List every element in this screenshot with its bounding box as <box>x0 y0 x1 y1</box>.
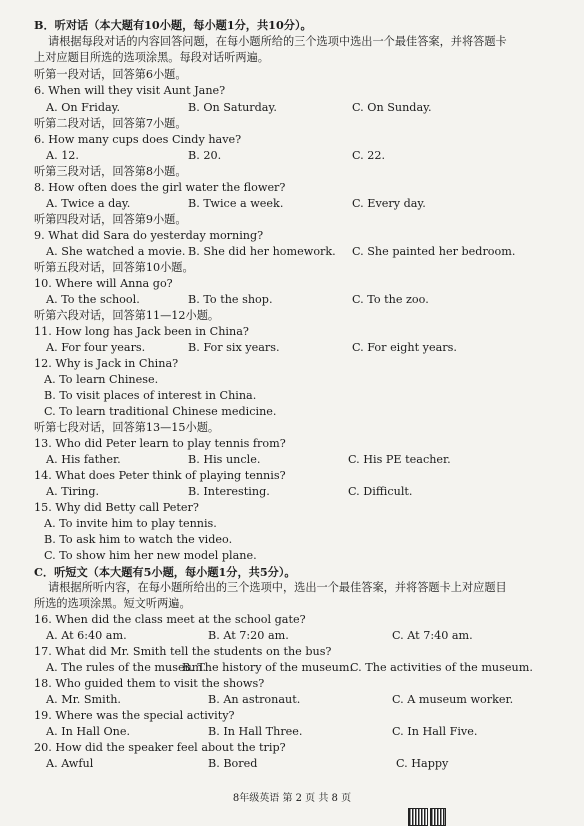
dialog-label: 听第六段对话，回答第11—12小题。 <box>34 309 220 322</box>
option-c[interactable]: C. To the zoo. <box>352 293 429 306</box>
question-15: 15. Why did Betty call Peter? <box>34 501 199 514</box>
option-b[interactable]: B. At 7:20 am. <box>208 629 289 642</box>
option-c[interactable]: C. Every day. <box>352 197 426 210</box>
option-b[interactable]: B. To ask him to watch the video. <box>44 533 233 546</box>
question-12: 12. Why is Jack in China? <box>34 357 179 370</box>
option-a[interactable]: A. She watched a movie. <box>46 245 186 258</box>
option-a[interactable]: A. Tiring. <box>46 485 100 498</box>
options-13 <box>46 453 574 467</box>
option-c[interactable]: C. To show him her new model plane. <box>44 549 257 562</box>
question-7: 6. How many cups does Cindy have? <box>34 133 242 146</box>
question-6: 6. When will they visit Aunt Jane? <box>34 84 226 97</box>
option-a[interactable]: A. Mr. Smith. <box>46 693 121 706</box>
question-20: 20. How did the speaker feel about the trip? <box>34 741 286 754</box>
option-c[interactable]: C. To learn traditional Chinese medicine. <box>44 405 277 418</box>
option-c[interactable]: C. 22. <box>352 149 386 162</box>
options-18 <box>46 693 574 707</box>
dialog-label: 听第五段对话，回答第10小题。 <box>34 261 194 274</box>
dialog-label: 听第三段对话，回答第8小题。 <box>34 165 187 178</box>
dialog-label: 听第一段对话，回答第6小题。 <box>34 68 187 81</box>
option-c[interactable]: C. A museum worker. <box>392 693 514 706</box>
question-19: 19. Where was the special activity? <box>34 709 235 722</box>
option-a[interactable]: A. His father. <box>46 453 121 466</box>
option-b[interactable]: B. The history of the museum. <box>182 661 354 674</box>
option-c[interactable]: C. She painted her bedroom. <box>352 245 516 258</box>
options-9 <box>46 245 574 259</box>
option-c[interactable]: C. The activities of the museum. <box>350 661 533 674</box>
section-b-instruction-cont: 上对应题目所选的选项涂黑。每段对话听两遍。 <box>34 51 269 64</box>
option-b[interactable]: B. For six years. <box>188 341 280 354</box>
options-7 <box>46 149 574 163</box>
option-a[interactable]: A. The rules of the museum. <box>46 661 206 674</box>
option-c[interactable]: C. At 7:40 am. <box>392 629 473 642</box>
section-b-instruction: 请根据每段对话的内容回答问题，在每小题所给的三个选项中选出一个最佳答案，并将答题卡 <box>48 35 507 48</box>
option-b[interactable]: B. Interesting. <box>188 485 270 498</box>
option-b[interactable]: B. His uncle. <box>188 453 261 466</box>
question-16: 16. When did the class meet at the school gate? <box>34 613 306 626</box>
question-17: 17. What did Mr. Smith tell the students on the bus? <box>34 645 332 658</box>
option-b[interactable]: B. In Hall Three. <box>208 725 303 738</box>
question-14: 14. What does Peter think of playing tennis? <box>34 469 286 482</box>
options-10 <box>46 293 574 307</box>
option-a[interactable]: A. On Friday. <box>46 101 121 114</box>
options-8 <box>46 197 574 211</box>
question-10: 10. Where will Anna go? <box>34 277 173 290</box>
option-a[interactable]: A. To invite him to play tennis. <box>44 517 217 530</box>
option-a[interactable]: A. Awful <box>46 757 94 770</box>
question-8: 8. How often does the girl water the flower? <box>34 181 286 194</box>
option-a[interactable]: A. To learn Chinese. <box>44 373 159 386</box>
option-c[interactable]: C. On Sunday. <box>352 101 432 114</box>
options-20 <box>46 757 574 771</box>
question-11: 11. How long has Jack been in China? <box>34 325 249 338</box>
option-c[interactable]: C. Difficult. <box>348 485 413 498</box>
options-16 <box>46 629 574 643</box>
section-c-title: C．听短文（本大题有5小题，每小题1分，共5分）。 <box>34 565 296 579</box>
option-b[interactable]: B. On Saturday. <box>188 101 277 114</box>
section-c-instruction-cont: 所选的选项涂黑。短文听两遍。 <box>34 597 191 610</box>
option-a[interactable]: A. 12. <box>46 149 79 162</box>
option-b[interactable]: B. To the shop. <box>188 293 273 306</box>
option-a[interactable]: A. For four years. <box>46 341 146 354</box>
option-c[interactable]: C. Happy <box>396 757 449 770</box>
option-b[interactable]: B. To visit places of interest in China. <box>44 389 257 402</box>
question-18: 18. Who guided them to visit the shows? <box>34 677 265 690</box>
option-b[interactable]: B. Bored <box>208 757 258 770</box>
qr-code-icon <box>430 808 446 826</box>
option-a[interactable]: A. To the school. <box>46 293 140 306</box>
option-b[interactable]: B. An astronaut. <box>208 693 301 706</box>
option-a[interactable]: A. Twice a day. <box>46 197 131 210</box>
options-14 <box>46 485 574 499</box>
option-b[interactable]: B. Twice a week. <box>188 197 284 210</box>
option-c[interactable]: C. For eight years. <box>352 341 457 354</box>
option-b[interactable]: B. She did her homework. <box>188 245 336 258</box>
section-b-title: B．听对话（本大题有10小题，每小题1分，共10分）。 <box>34 18 312 32</box>
option-b[interactable]: B. 20. <box>188 149 222 162</box>
dialog-label: 听第二段对话，回答第7小题。 <box>34 117 187 130</box>
qr-code-icon <box>408 808 428 826</box>
dialog-label: 听第四段对话，回答第9小题。 <box>34 213 187 226</box>
option-c[interactable]: C. His PE teacher. <box>348 453 451 466</box>
question-13: 13. Who did Peter learn to play tennis from? <box>34 437 286 450</box>
options-11 <box>46 341 574 355</box>
question-9: 9. What did Sara do yesterday morning? <box>34 229 264 242</box>
dialog-label: 听第七段对话，回答第13—15小题。 <box>34 421 220 434</box>
section-c-instruction: 请根据所听内容，在每小题所给出的三个选项中，选出一个最佳答案，并将答题卡上对应题目 <box>48 581 507 594</box>
options-17 <box>46 661 574 675</box>
option-c[interactable]: C. In Hall Five. <box>392 725 478 738</box>
option-a[interactable]: A. At 6:40 am. <box>46 629 127 642</box>
options-19 <box>46 725 574 739</box>
page-footer: 8年级英语 第 2 页 共 8 页 <box>232 793 352 804</box>
option-a[interactable]: A. In Hall One. <box>46 725 131 738</box>
options-6 <box>46 101 574 115</box>
